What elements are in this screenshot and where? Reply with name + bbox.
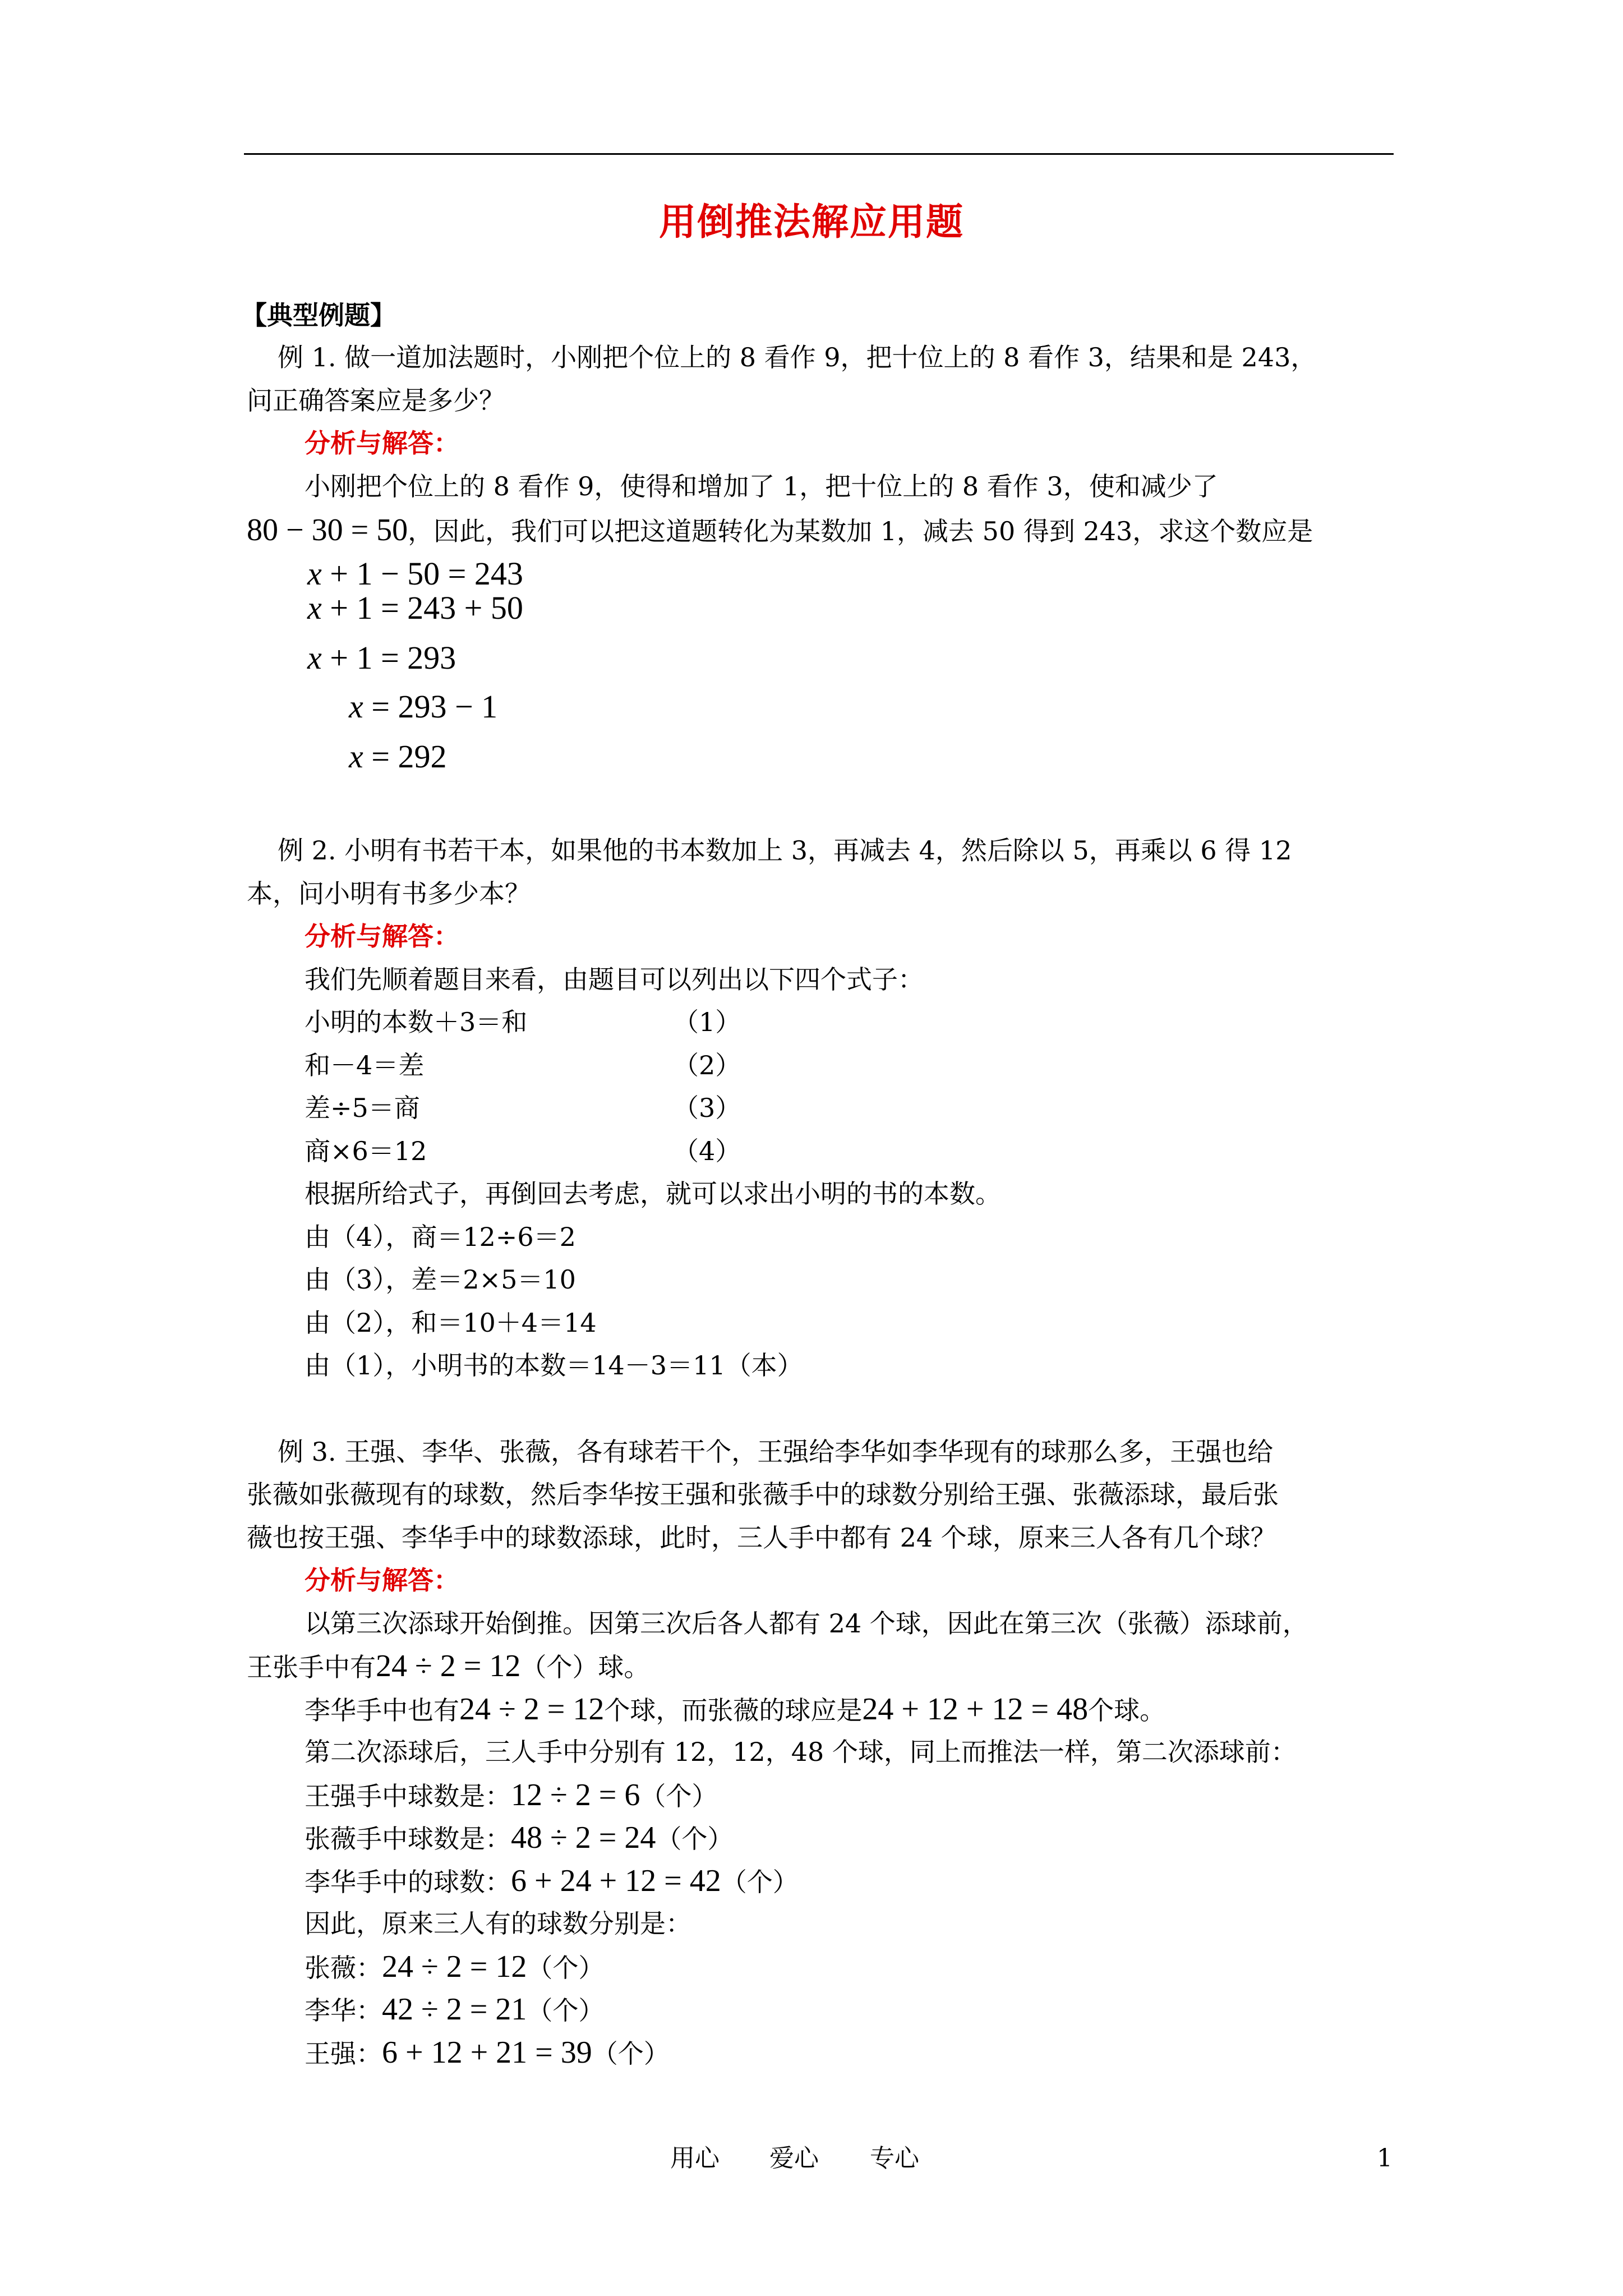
ex2-step-4: 由（1），小明书的本数＝14－3＝11（本）: [305, 1350, 803, 1381]
ex1-equation-3: x + 1 = 293: [307, 639, 457, 676]
ex3-question-line2: 张薇如张薇现有的球数，然后李华按王强和张薇手中的球数分别给王强、张薇添球，最后张: [247, 1479, 1279, 1510]
ex2-formula-3-number: （3）: [673, 1093, 741, 1123]
footer-word-3: 专心: [870, 2144, 919, 2173]
ex2-formula-2: 和－4＝差: [305, 1050, 425, 1080]
ex2-formula-1-number: （1）: [673, 1007, 741, 1037]
ex3-zhang-math: 48 ÷ 2 = 24: [511, 1820, 656, 1855]
ex1-question-line1: 例 1. 做一道加法题时，小刚把个位上的 8 看作 9，把十位上的 8 看作 3，结果和是 243，: [278, 342, 1317, 372]
ex3-answer-wang-unit: （个）: [592, 2039, 670, 2069]
ex3-question-line3: 薇也按王强、李华手中的球数添球，此时，三人手中都有 24 个球，原来三人各有几个球？: [247, 1522, 1276, 1553]
ex3-wang-math: 12 ÷ 2 = 6: [511, 1778, 640, 1812]
ex3-li-unit: （个）: [721, 1867, 799, 1897]
ex1-equation-4: x = 293 − 1: [349, 688, 498, 725]
ex1-analysis-line1: 小刚把个位上的 8 看作 9，使得和增加了 1，把十位上的 8 看作 3，使和减少了: [305, 471, 1218, 501]
ex1-analysis-line2-text: ，因此，我们可以把这道题转化为某数加 1，减去 50 得到 243，求这个数应是: [408, 516, 1313, 546]
ex3-answer-li-label: 李华：: [305, 1995, 382, 2026]
ex2-formula-3: 差÷5＝商: [305, 1093, 420, 1123]
ex1-question-line2: 问正确答案应是多少？: [247, 385, 505, 416]
ex1-analysis-line2: [247, 510, 1313, 551]
ex3-answer-zhang: [305, 1947, 604, 1987]
ex3-li-math: 6 + 24 + 12 = 42: [511, 1864, 721, 1898]
footer-word-2: 爱心: [769, 2144, 819, 2173]
ex1-equation-1: x + 1 − 50 = 243: [307, 555, 523, 592]
ex2-intro: 我们先顺着题目来看，由题目可以列出以下四个式子：: [305, 964, 924, 995]
ex2-backward-note: 根据所给式子，再倒回去考虑，就可以求出小明的书的本数。: [305, 1179, 1001, 1209]
ex3-answer-li-math: 42 ÷ 2 = 21: [382, 1992, 527, 2027]
ex3-line3-math-b: 24 + 12 + 12 = 48: [862, 1692, 1089, 1727]
ex3-zhang-unit: （个）: [656, 1824, 734, 1854]
header-rule: [244, 153, 1394, 155]
ex3-line2-math: 24 ÷ 2 = 12: [376, 1649, 521, 1683]
ex3-zhang-before-second: [305, 1818, 733, 1858]
section-heading: 【典型例题】: [241, 300, 396, 330]
ex3-analysis-line4: 第二次添球后，三人手中分别有 12，12，48 个球，同上而推法一样，第二次添球前：: [305, 1737, 1297, 1767]
ex2-formula-1: 小明的本数＋3＝和: [305, 1007, 528, 1037]
ex3-analysis-line1: 以第三次添球开始倒推。因第三次后各人都有 24 个球，因此在第三次（张薇）添球前，: [305, 1608, 1308, 1639]
ex3-analysis-line2: [247, 1646, 649, 1687]
ex2-step-1: 由（4），商＝12÷6＝2: [305, 1222, 576, 1252]
page-number: 1: [1377, 2144, 1393, 2173]
ex3-wang-unit: （个）: [640, 1781, 718, 1811]
ex3-li-label: 李华手中的球数：: [305, 1867, 511, 1897]
ex3-zhang-label: 张薇手中球数是：: [305, 1824, 511, 1854]
ex3-answer-zhang-unit: （个）: [527, 1953, 605, 1983]
ex3-answer-li: [305, 1990, 604, 2030]
ex3-question-line1: 例 3. 王强、李华、张薇，各有球若干个，王强给李华如李华现有的球那么多，王强也给: [278, 1437, 1274, 1467]
ex3-wang-label: 王强手中球数是：: [305, 1781, 511, 1811]
ex3-answer-wang-math: 6 + 12 + 21 = 39: [382, 2035, 592, 2070]
ex3-answer-wang: [305, 2033, 670, 2073]
ex3-wang-before-second: [305, 1775, 717, 1816]
ex3-answer-zhang-math: 24 ÷ 2 = 12: [382, 1949, 527, 1984]
ex3-answer-li-unit: （个）: [527, 1995, 605, 2026]
ex2-question-line2: 本，问小明有书多少本？: [247, 878, 531, 909]
ex3-answer-zhang-label: 张薇：: [305, 1953, 382, 1983]
ex3-analysis-label: 分析与解答：: [305, 1565, 459, 1595]
ex3-answer-wang-label: 王强：: [305, 2039, 382, 2069]
ex1-equation-5: x = 292: [349, 738, 447, 775]
ex3-analysis-line3: [305, 1690, 1165, 1730]
ex2-step-2: 由（3），差＝2×5＝10: [305, 1264, 576, 1295]
ex1-analysis-label: 分析与解答：: [305, 428, 459, 458]
page-title: 用倒推法解应用题: [659, 200, 964, 243]
ex2-formula-4-number: （4）: [673, 1136, 741, 1166]
ex3-line3-text-a: 李华手中也有: [305, 1695, 459, 1726]
ex3-therefore: 因此，原来三人有的球数分别是：: [305, 1908, 691, 1939]
ex3-line2-text-b: （个）球。: [520, 1652, 650, 1682]
ex3-line2-text-a: 王张手中有: [247, 1652, 376, 1682]
ex2-question-line1: 例 2. 小明有书若干本，如果他的书本数加上 3，再减去 4，然后除以 5，再乘以 6 得 12: [278, 835, 1292, 866]
ex1-inline-math: 80 − 30 = 50: [247, 513, 408, 547]
ex3-line3-text-c: 个球。: [1088, 1695, 1166, 1726]
ex2-formula-4: 商×6＝12: [305, 1136, 427, 1166]
ex1-equation-2: x + 1 = 243 + 50: [307, 590, 523, 626]
ex3-line3-math-a: 24 ÷ 2 = 12: [459, 1692, 605, 1727]
ex3-li-before-second: [305, 1861, 799, 1902]
ex2-analysis-label: 分析与解答：: [305, 921, 459, 951]
footer-word-1: 用心: [670, 2144, 720, 2173]
ex3-line3-text-b: 个球，而张薇的球应是: [604, 1695, 863, 1726]
ex2-step-3: 由（2），和＝10＋4＝14: [305, 1308, 597, 1338]
ex2-formula-2-number: （2）: [673, 1050, 741, 1080]
